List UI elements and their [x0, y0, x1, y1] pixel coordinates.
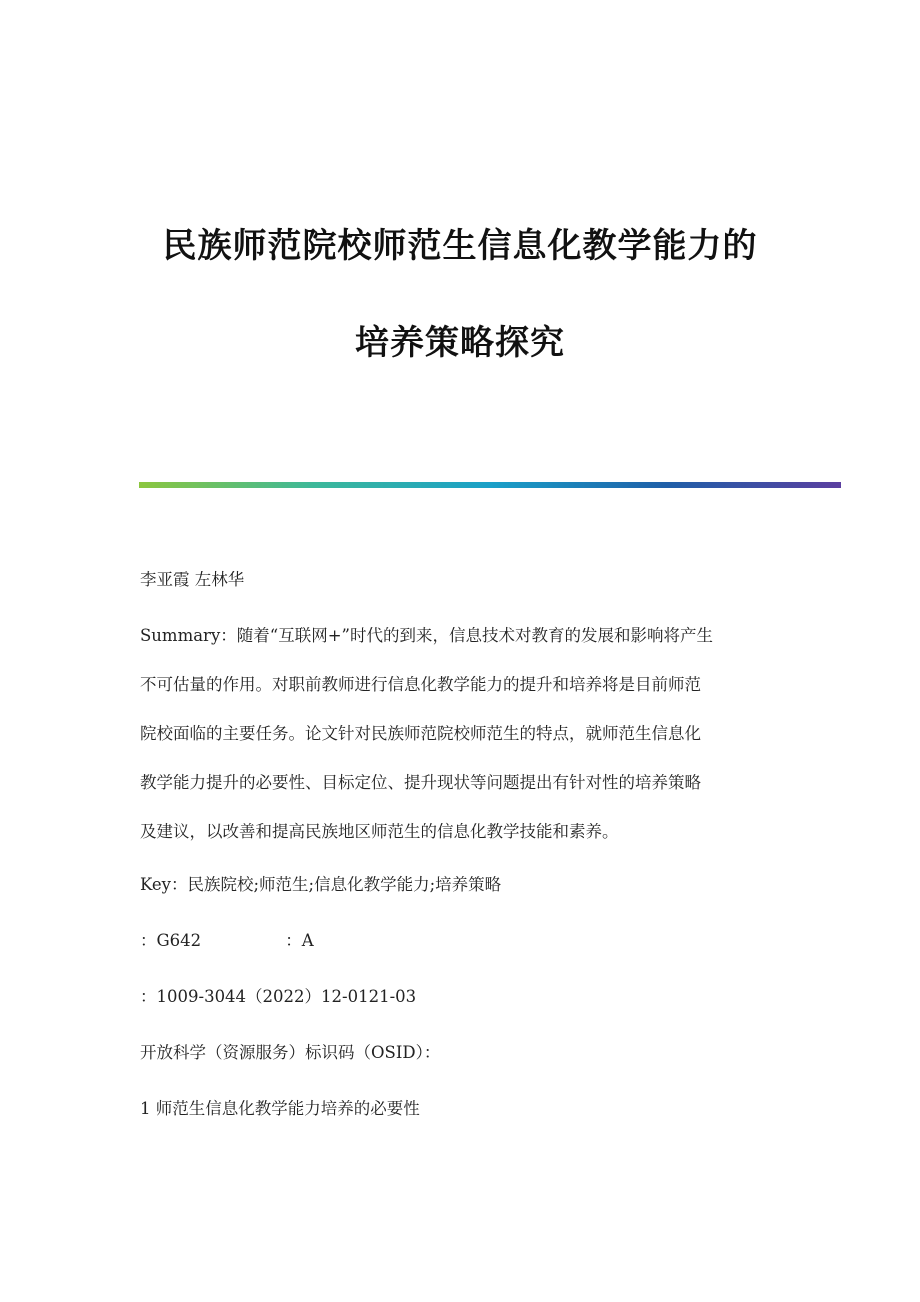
keywords: Key：民族院校;师范生;信息化教学能力;培养策略 — [140, 875, 502, 894]
article-number: ：1009-3044（2022）12-0121-03 — [140, 987, 417, 1006]
abstract-line: Summary：随着“互联网+”时代的到来，信息技术对教育的发展和影响将产生 — [140, 626, 713, 645]
osid-label: 开放科学（资源服务）标识码（OSID）： — [140, 1043, 441, 1062]
title-line-1: 民族师范院校师范生信息化教学能力的 — [162, 226, 758, 266]
abstract-line: 及建议，以改善和提高民族地区师范生的信息化教学技能和素养。 — [140, 822, 619, 841]
abstract-line: 不可估量的作用。对职前教师进行信息化教学能力的提升和培养将是目前师范 — [140, 675, 701, 694]
gradient-divider — [139, 482, 841, 488]
classification-number: ：G642 — [140, 931, 202, 950]
title-line-2: 培养策略探究 — [355, 323, 565, 363]
abstract-line: 教学能力提升的必要性、目标定位、提升现状等问题提出有针对性的培养策略 — [140, 773, 701, 792]
abstract-line: 院校面临的主要任务。论文针对民族师范院校师范生的特点，就师范生信息化 — [140, 724, 701, 743]
abstract — [140, 624, 780, 869]
section-heading: 1 师范生信息化教学能力培养的必要性 — [140, 1099, 420, 1118]
document-code: ：A — [285, 931, 314, 950]
classification-row — [140, 929, 780, 953]
authors: 李亚霞 左林华 — [140, 570, 245, 589]
